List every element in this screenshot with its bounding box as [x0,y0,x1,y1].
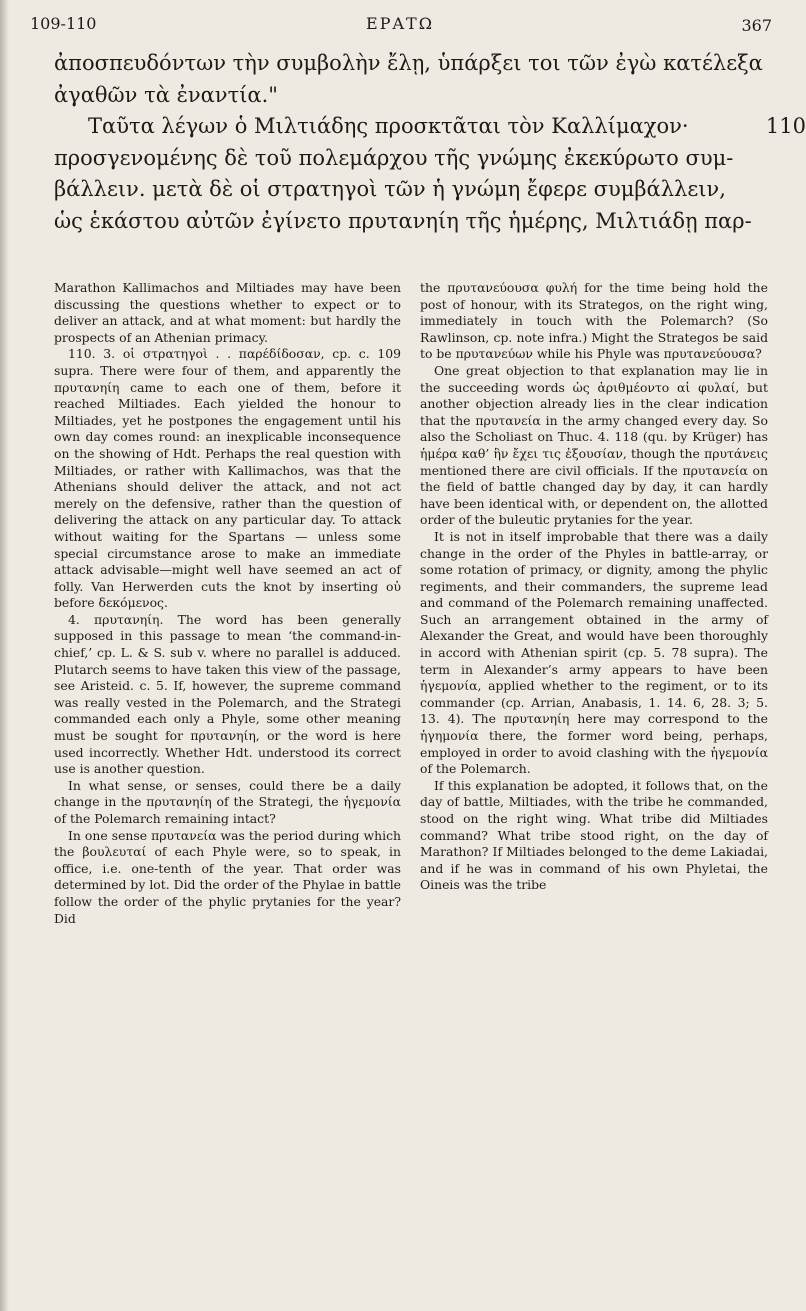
commentary-paragraph: In one sense πρυτανεία was the period during which the βουλευταί of each Phyle were, so to speak, in office, i.e. one-tenth of the year. That order was determined by lot. Did the order of the Phylae in battle follow the order of the phylic prytanies for the year? Did [54,827,401,926]
greek-line: ἀποσπευδόντων τὴν συμβολὴν ἔλῃ, ὑπάρξει τοι τῶν ἐγὼ κατέλεξα [54,51,763,75]
greek-line [54,111,766,143]
greek-line: προσγενομένης δὲ τοῦ πολεμάρχου τῆς γνώμης ἐκεκύρωτο συμ- [54,145,734,170]
commentary-paragraph: Marathon Kallimachos and Miltiades may have been discussing the questions whether to expect or to deliver an attack, and at what moment: but hardly the prospects of an Athenian primacy. [54,280,401,345]
page-number: 367 [741,16,772,35]
page-edge-shadow [0,0,9,1311]
greek-line: βάλλειν. μετὰ δὲ οἱ στρατηγοὶ τῶν ἡ γνώμη ἔφερε συμβάλλειν, [54,177,726,201]
section-range: 109-110 [30,14,97,33]
commentary-left-column [54,280,401,927]
greek-main-text [54,48,806,237]
line-number: 110 [765,114,806,138]
running-title: ΕΡΑΤΩ [366,14,434,33]
commentary-paragraph: In what sense, or senses, could there be a daily change in the πρυτανηίη of the Strategi, the ἡγεμονία of the Polemarch remaining intact? [54,777,401,826]
commentary-paragraph: the πρυτανεύουσα φυλή for the time being hold the post of honour, with its Strategos, on the right wing, immediately in touch with the Polemarch? (So Rawlinson, cp. note infra.) Might the Strategos be said to be πρυτανεύων while his Phyle was πρυτανεύουσα? [420,280,768,362]
commentary-paragraph: It is not in itself improbable that there was a daily change in the order of the Phyles in battle-array, or some rotation of primacy, or dignity, among the phylic regiments, and their commanders, the supreme lead and command of the Polemarch remaining unaffected. Such an arrangement obtained in the army of Alexander the Great, and would have been thoroughly in accord with Athenian spirit (cp. 5. 78 supra). The term in Alexander’s army appears to have been ἡγεμονία, applied whether to the regiment, or to its commander (cp. Arrian, Anabasis, 1. 14. 6, 28. 3; 5. 13. 4). The πρυτανηίη here may correspond to the ἡγημονία there, the former word being, perhaps, employed in order to avoid clashing with the ἡγεμονία of the Polemarch. [420,528,768,777]
commentary-right-column [420,280,768,894]
commentary-paragraph: One great objection to that explanation may lie in the succeeding words ὡς ἀριθμέοντο αἱ φυλαί, but another objection already lies in the clear indication that the πρυτανεία in the army changed every day. So also the Scholiast on Thuc. 4. 118 (qu. by Krüger) has ἡμέρα καθ’ ἣν ἔχει τις ἐξουσίαν, though the πρυτάνεις mentioned there are civil officials. If the πρυτανεία on the field of battle changed day by day, it can hardly have been identical with, or dependent on, the allotted order of the buleutic prytanies for the year. [420,362,768,528]
greek-line: ὡς ἑκάστου αὐτῶν ἐγίνετο πρυτανηίη τῆς ἡμέρης, Μιλτιάδῃ παρ- [54,208,752,233]
commentary-paragraph: 110. 3. οἱ στρατηγοὶ . . παρέδίδοσαν, cp. c. 109 supra. There were four of them, and apparently the πρυτανηίη came to each one of them, before it reached Miltiades. Each yielded the honour to Miltiades, yet he postpones the engagement until his own day comes round: an inexplicable inconsequence on the showing of Hdt. Perhaps the real question with Miltiades, or rather with Kallimachos, was that the Athenians should deliver the attack, and not act merely on the defensive, rather than the question of delivering the attack on any particular day. To attack without waiting for the Spartans — unless some special circumstance arose to make an immediate attack advisable—might well have seemed an act of folly. Van Herwerden cuts the knot by inserting οὐ before δεκόμενος. [54,346,401,611]
greek-line: ἀγαθῶν τὰ ἐναντία." [54,82,278,107]
commentary-paragraph: 4. πρυτανηίη. The word has been generally supposed in this passage to mean ‘the command-in-chief,’ cp. L. & S. sub v. where no parallel is adduced. Plutarch seems to have taken this view of the passage, see Aristeid. c. 5. If, however, the supreme command was really vested in the Polemarch, and the Strategi commanded each only a Phyle, some other meaning must be sought for πρυτανηίη, or the word is here used incorrectly. Whether Hdt. understood its correct use is another question. [54,611,401,777]
commentary-paragraph: If this explanation be adopted, it follows that, on the day of battle, Miltiades, with the tribe he commanded, stood on the right wing. What tribe did Miltiades command? What tribe stood right, on the day of Marathon? If Miltiades belonged to the deme Lakiadai, and if he was in command of his own Phyletai, the Oineis was the tribe [420,777,768,893]
greek-line-text: Ταῦτα λέγων ὁ Μιλτιάδης προσκτᾶται τὸν Καλλίμαχον· [88,114,689,138]
page-header [0,8,800,38]
